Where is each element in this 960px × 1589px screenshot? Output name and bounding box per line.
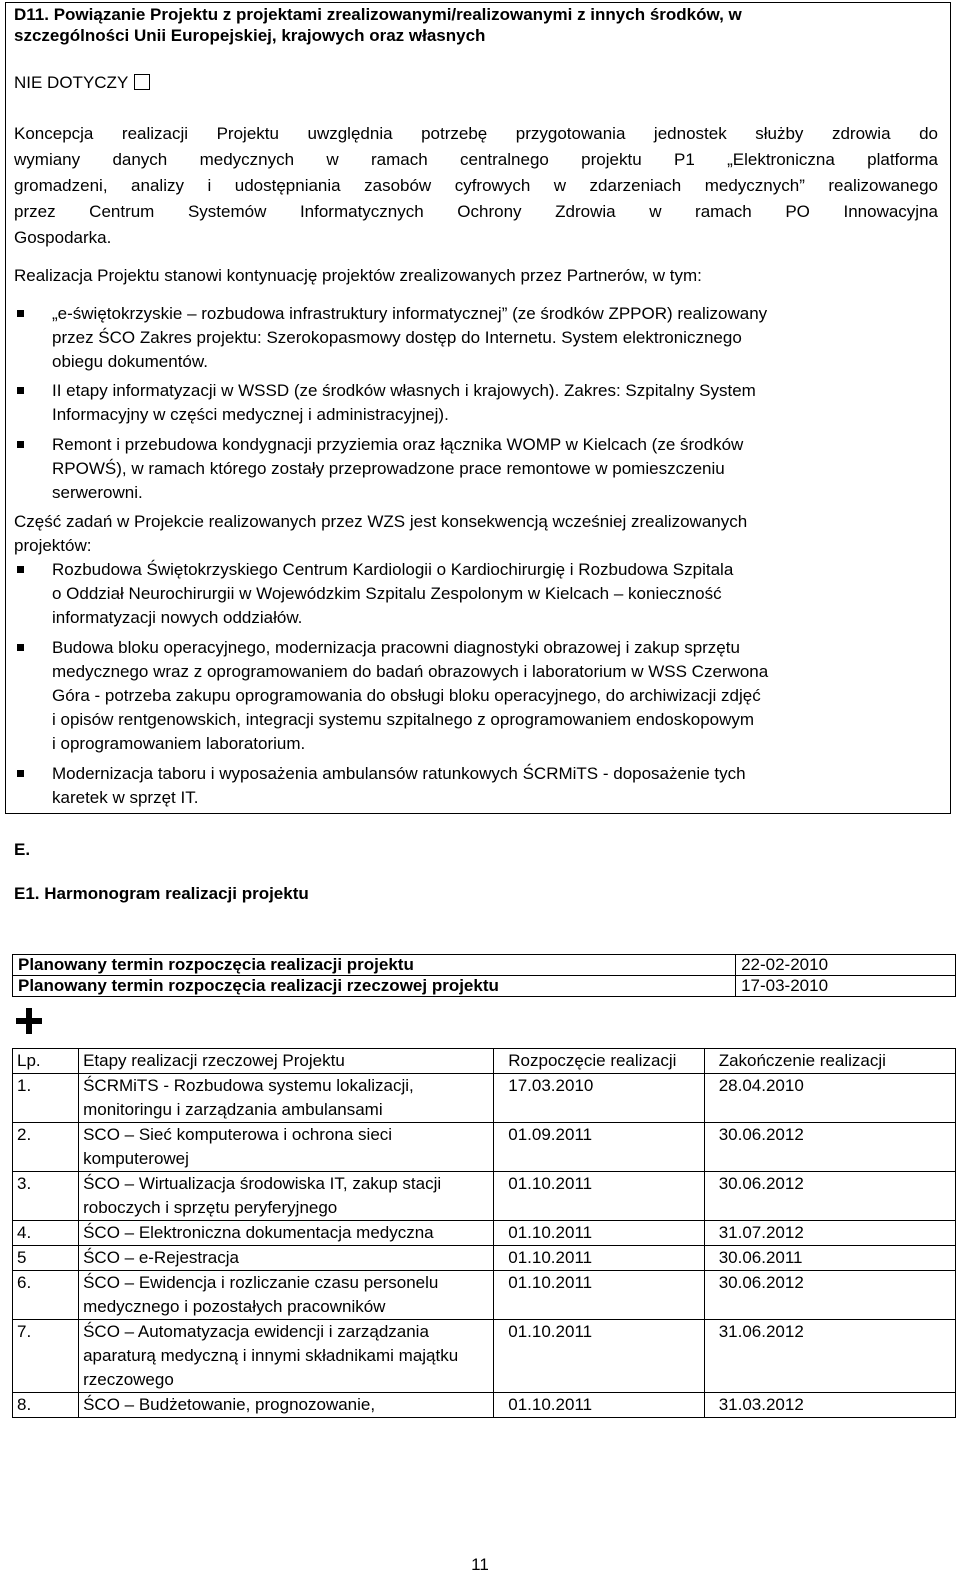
plan-value-start: 22-02-2010 [736, 955, 956, 976]
para1-line-4: przez Centrum Systemów Informatycznych Ochrony Zdrowia w ramach PO Innowacyjna [14, 202, 938, 221]
bullet1-1-line-1: „e-świętokrzyskie – rozbudowa infrastruktury informatycznej” (ze środków ZPPOR) realizowany [52, 304, 768, 323]
stages-table [12, 1048, 956, 1418]
table-row [13, 1246, 956, 1271]
bullet1-1-line-2: przez ŚCO Zakres projektu: Szerokopasmowy dostęp do Internetu. System elektronicznego [52, 328, 742, 347]
para3-line-1: Część zadań w Projekcie realizowanych przez WZS jest konsekwencją wcześniej zrealizowanych [14, 512, 748, 531]
para1-line-2: wymiany danych medycznych w ramach centralnego projektu P1 „Elektroniczna platforma [14, 150, 938, 169]
stage-lp: 1. [13, 1074, 79, 1123]
plan-table [12, 954, 956, 997]
bullet-marker [17, 644, 24, 651]
table-row [13, 1393, 956, 1418]
bullet2-1-line-2: o Oddział Neurochirurgii w Wojewódzkim Szpitalu Zespolonym w Kielcach – konieczność [52, 584, 722, 603]
table-row [13, 1074, 956, 1123]
table-row [13, 1320, 956, 1393]
stage-end-date: 30.06.2012 [704, 1172, 955, 1221]
stage-name: ŚCO – e-Rejestracja [79, 1246, 494, 1271]
stage-start-date: 01.10.2011 [494, 1172, 704, 1221]
stage-name: ŚCO – Budżetowanie, prognozowanie, [79, 1393, 494, 1418]
stage-start-date: 01.09.2011 [494, 1123, 704, 1172]
bullet2-2-line-2: medycznego wraz z oprogramowaniem do badań obrazowych i laboratorium w WSS Czerwona [52, 662, 769, 681]
table-row [13, 1221, 956, 1246]
bullet1-3-line-2: RPOWŚ), w ramach którego zostały przeprowadzone prace remontowe w pomieszczeniu [52, 459, 725, 478]
plus-icon[interactable] [14, 1006, 44, 1036]
table-row [13, 1172, 956, 1221]
stage-name: ŚCRMiTS - Rozbudowa systemu lokalizacji, monitoringu i zarządzania ambulansami [79, 1074, 494, 1123]
stage-end-date: 30.06.2012 [704, 1123, 955, 1172]
stage-start-date: 01.10.2011 [494, 1246, 704, 1271]
stage-start-date: 01.10.2011 [494, 1393, 704, 1418]
bullet2-3-line-1: Modernizacja taboru i wyposażenia ambulansów ratunkowych ŚCRMiTS - doposażenie tych [52, 764, 746, 783]
bullet2-3-line-2: karetek w sprzęt IT. [52, 788, 199, 807]
bullet-marker [17, 770, 24, 777]
bullet-marker [17, 387, 24, 394]
section-e-label: E. [14, 840, 31, 859]
section-e1-title: E1. Harmonogram realizacji projektu [14, 884, 309, 903]
stage-lp: 5 [13, 1246, 79, 1271]
section-d11-title-line1: D11. Powiązanie Projektu z projektami zrealizowanymi/realizowanymi z innych środków, w [14, 5, 742, 24]
stage-lp: 8. [13, 1393, 79, 1418]
stage-start-date: 01.10.2011 [494, 1221, 704, 1246]
stage-start-date: 17.03.2010 [494, 1074, 704, 1123]
stage-name: ŚCO – Wirtualizacja środowiska IT, zakup stacji roboczych i sprzętu peryferyjnego [79, 1172, 494, 1221]
para1-line-3: gromadzeni, analizy i udostępniania zasobów cyfrowych w zdarzeniach medycznych” realizowanego [14, 176, 938, 195]
stage-end-date: 28.04.2010 [704, 1074, 955, 1123]
para3-line-2: projektów: [14, 536, 92, 555]
table-row [13, 955, 956, 976]
table-header-row [13, 1049, 956, 1074]
plan-value-material-start: 17-03-2010 [736, 976, 956, 997]
bullet2-1-line-1: Rozbudowa Świętokrzyskiego Centrum Kardiologii o Kardiochirurgię i Rozbudowa Szpitala [52, 560, 734, 579]
stage-name: ŚCO – Elektroniczna dokumentacja medyczna [79, 1221, 494, 1246]
bullet1-3-line-1: Remont i przebudowa kondygnacji przyziemia oraz łącznika WOMP w Kielcach (ze środków [52, 435, 744, 454]
para1-line-1: Koncepcja realizacji Projektu uwzględnia potrzebę przygotowania jednostek służby zdrowia do [14, 124, 938, 143]
stage-end-date: 31.06.2012 [704, 1320, 955, 1393]
plan-label-material-start: Planowany termin rozpoczęcia realizacji rzeczowej projektu [13, 976, 736, 997]
bullet-marker [17, 441, 24, 448]
stage-end-date: 31.03.2012 [704, 1393, 955, 1418]
stage-end-date: 30.06.2011 [704, 1246, 955, 1271]
bullet2-2-line-5: i oprogramowaniem laboratorium. [52, 734, 306, 753]
bullet2-2-line-4: i opisów rentgenowskich, integracji systemu szpitalnego z oprogramowaniem endoskopowym [52, 710, 755, 729]
stage-lp: 2. [13, 1123, 79, 1172]
bullet-marker [17, 310, 24, 317]
stage-start-date: 01.10.2011 [494, 1320, 704, 1393]
section-d11-title-line2: szczególności Unii Europejskiej, krajowych oraz własnych [14, 26, 486, 45]
header-start: Rozpoczęcie realizacji [494, 1049, 704, 1074]
header-stage: Etapy realizacji rzeczowej Projektu [79, 1049, 494, 1074]
not-applicable-row [14, 72, 150, 94]
bullet2-2-line-1: Budowa bloku operacyjnego, modernizacja pracowni diagnostyki obrazowej i zakup sprzętu [52, 638, 740, 657]
not-applicable-label: NIE DOTYCZY [14, 73, 129, 92]
bullet2-1-line-3: informatyzacji nowych oddziałów. [52, 608, 303, 627]
stage-start-date: 01.10.2011 [494, 1271, 704, 1320]
table-row [13, 976, 956, 997]
header-end: Zakończenie realizacji [704, 1049, 955, 1074]
page-number: 11 [471, 1555, 489, 1574]
table-row [13, 1271, 956, 1320]
table-row [13, 1123, 956, 1172]
bullet1-2-line-1: II etapy informatyzacji w WSSD (ze środków własnych i krajowych). Zakres: Szpitalny System [52, 381, 756, 400]
bullet1-1-line-3: obiegu dokumentów. [52, 352, 208, 371]
plan-label-start: Planowany termin rozpoczęcia realizacji projektu [13, 955, 736, 976]
stage-end-date: 30.06.2012 [704, 1271, 955, 1320]
stage-lp: 4. [13, 1221, 79, 1246]
stage-lp: 3. [13, 1172, 79, 1221]
bullet1-3-line-3: serwerowni. [52, 483, 143, 502]
bullet1-2-line-2: Informacyjny w części medycznej i administracyjnej). [52, 405, 449, 424]
stage-name: SCO – Sieć komputerowa i ochrona sieci komputerowej [79, 1123, 494, 1172]
bullet-marker [17, 566, 24, 573]
para2: Realizacja Projektu stanowi kontynuację projektów zrealizowanych przez Partnerów, w tym: [14, 266, 702, 285]
stage-name: ŚCO – Automatyzacja ewidencji i zarządzania aparaturą medyczną i innymi składnikami majątku rzeczowego [79, 1320, 494, 1393]
not-applicable-checkbox[interactable] [134, 74, 150, 90]
para1-line-5: Gospodarka. [14, 228, 112, 247]
bullet2-2-line-3: Góra - potrzeba zakupu oprogramowania do obsługi bloku operacyjnego, do archiwizacji zdjęć [52, 686, 761, 705]
stage-lp: 7. [13, 1320, 79, 1393]
header-lp: Lp. [13, 1049, 79, 1074]
stage-end-date: 31.07.2012 [704, 1221, 955, 1246]
stage-lp: 6. [13, 1271, 79, 1320]
stages-table-body [13, 1074, 956, 1418]
stage-name: ŚCO – Ewidencja i rozliczanie czasu personelu medycznego i pozostałych pracowników [79, 1271, 494, 1320]
